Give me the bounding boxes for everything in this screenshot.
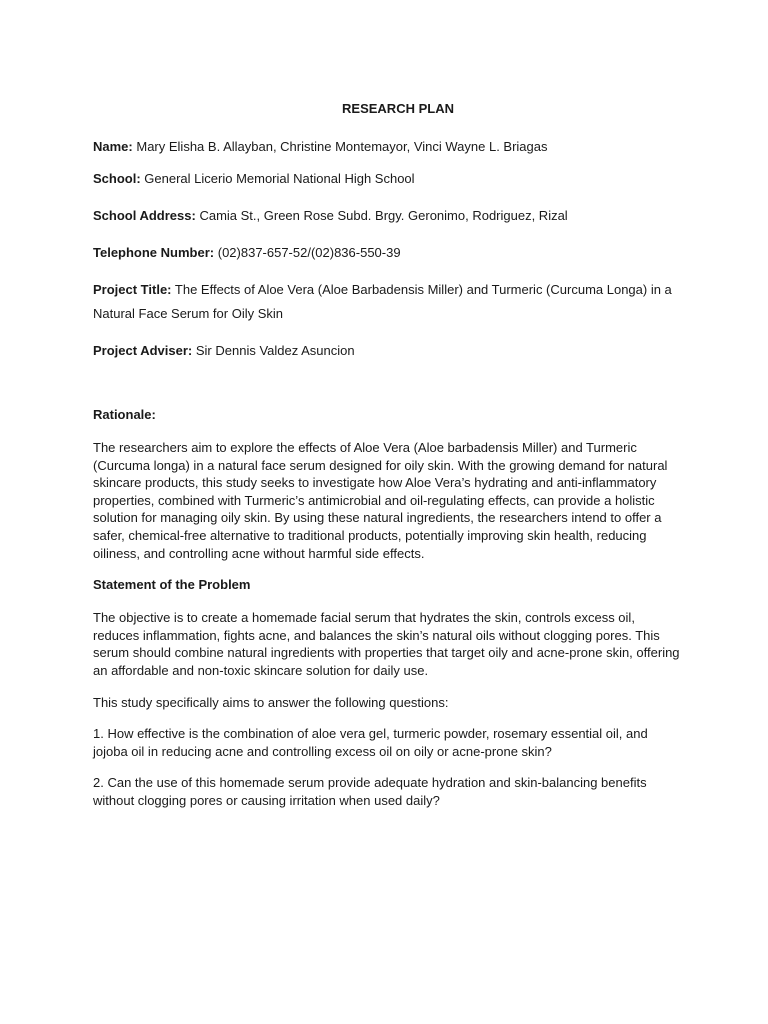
field-school-label: School:: [93, 171, 141, 186]
field-telephone: [93, 241, 683, 265]
field-school-value: General Licerio Memorial National High School: [144, 171, 415, 186]
document-title: RESEARCH PLAN: [342, 101, 454, 116]
question-item: 1. How effective is the combination of aloe vera gel, turmeric powder, rosemary essential oil, and jojoba oil in reducing acne and controlling excess oil on oily or acne-prone skin?: [93, 726, 648, 759]
field-project-adviser-value: Sir Dennis Valdez Asuncion: [195, 343, 355, 358]
field-telephone-label: Telephone Number:: [93, 245, 215, 260]
field-project-title-label: Project Title:: [93, 282, 172, 297]
field-project-title-value: The Effects of Aloe Vera (Aloe Barbadensis Miller) and Turmeric (Curcuma Longa) in a Natural Face Serum for Oily Skin: [93, 282, 672, 321]
field-project-adviser-label: Project Adviser:: [93, 343, 193, 358]
field-telephone-value: (02)837-657-52/(02)836-550-39: [217, 245, 401, 260]
field-project-title: [93, 278, 683, 326]
document-content: [93, 100, 683, 824]
rationale-text: The researchers aim to explore the effects of Aloe Vera (Aloe barbadensis Miller) and Turmeric (Curcuma longa) in a natural face serum designed for oily skin. With the growing demand for natural skincare products, this study seeks to investigate how Aloe Vera’s hydrating and anti-inflammatory properties, combined with Turmeric’s antimicrobial and oil-regulating effects, can provide a holistic solution for managing oily skin. By using these natural ingredients, the researchers intend to offer a safer, chemical-free alternative to traditional products, potentially improving skin health, reducing oiliness, and controlling acne without harmful side effects.: [93, 440, 668, 561]
field-school-address: [93, 204, 683, 228]
statement-heading: Statement of the Problem: [93, 577, 251, 593]
rationale-heading: Rationale:: [93, 407, 156, 422]
field-school: [93, 167, 683, 191]
field-school-address-label: School Address:: [93, 208, 196, 223]
field-name-value: Mary Elisha B. Allayban, Christine Montemayor, Vinci Wayne L. Briagas: [136, 139, 548, 154]
statement-intro: This study specifically aims to answer the following questions:: [93, 694, 449, 710]
field-name-label: Name:: [93, 139, 133, 154]
field-project-adviser: [93, 339, 683, 363]
question-item: 2. Can the use of this homemade serum provide adequate hydration and skin-balancing benefits without clogging pores or causing irritation when used daily?: [93, 775, 647, 808]
statement-objective: The objective is to create a homemade facial serum that hydrates the skin, controls excess oil, reduces inflammation, fights acne, and balances the skin’s natural oils without clogging pores. This serum should combine natural ingredients with properties that target oily and acne-prone skin, offering an affordable and non-toxic skincare solution for daily use.: [93, 610, 680, 678]
field-school-address-value: Camia St., Green Rose Subd. Brgy. Geronimo, Rodriguez, Rizal: [199, 208, 568, 223]
field-name: [93, 135, 683, 159]
